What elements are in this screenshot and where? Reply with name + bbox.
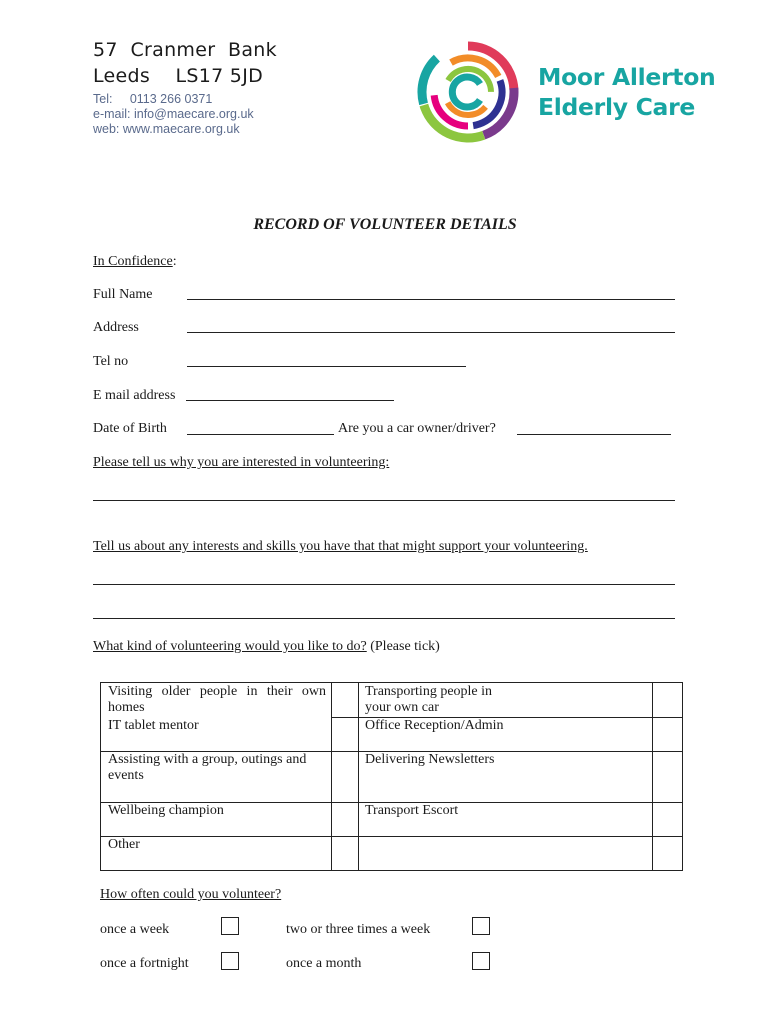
email-line: e-mail: info@maecare.org.uk <box>93 107 254 121</box>
how-often-question: How often could you volunteer? <box>100 887 282 902</box>
email-address-label: E mail address <box>93 388 176 403</box>
email-address-field[interactable] <box>186 400 394 401</box>
address-field[interactable] <box>187 332 675 333</box>
full-name-field[interactable] <box>187 299 675 300</box>
tick-box-other[interactable] <box>332 837 358 870</box>
tick-box-visiting[interactable] <box>332 683 358 751</box>
tick-box-assisting[interactable] <box>332 752 358 802</box>
date-of-birth-field[interactable] <box>187 434 334 435</box>
option-escort-label: Transport Escort <box>365 803 459 818</box>
in-confidence-colon: : <box>172 254 177 269</box>
option-newsletters-label: Delivering Newsletters <box>365 752 495 767</box>
contact-details <box>93 92 254 137</box>
other-details-field[interactable] <box>359 837 651 870</box>
web-line: web: www.maecare.org.uk <box>93 122 240 136</box>
maec-logo-icon <box>416 40 520 144</box>
kind-question-hint: (Please tick) <box>370 639 440 654</box>
once-a-week-label: once a week <box>100 922 170 937</box>
brand-line-1: Moor Allerton <box>538 63 716 91</box>
address-line-1: 57 Cranmer Bank <box>93 39 277 61</box>
why-volunteer-question: Please tell us why you are interested in volunteering: <box>93 455 390 470</box>
interests-skills-field-1[interactable] <box>93 584 675 585</box>
in-confidence-text: In Confidence <box>93 254 173 269</box>
address-line-2: Leeds LS17 5JD <box>93 65 264 87</box>
kind-of-volunteering-question <box>93 639 440 655</box>
once-a-fortnight-checkbox[interactable] <box>221 952 239 970</box>
once-a-fortnight-label: once a fortnight <box>100 956 189 971</box>
in-confidence-label <box>93 254 177 270</box>
interests-skills-question: Tell us about any interests and skills you have that that might support your volunteering. <box>93 539 588 554</box>
option-wellbeing-label: Wellbeing champion <box>108 803 224 818</box>
once-a-month-checkbox[interactable] <box>472 952 490 970</box>
date-of-birth-label: Date of Birth <box>93 421 167 436</box>
interests-skills-field-2[interactable] <box>93 618 675 619</box>
option-assisting-label: Assisting with a group, outings and events <box>108 752 307 783</box>
car-owner-field[interactable] <box>517 434 671 435</box>
two-three-times-label: two or three times a week <box>286 922 431 937</box>
option-office-label: Office Reception/Admin <box>365 718 504 733</box>
tick-box-wellbeing[interactable] <box>332 803 358 836</box>
volunteering-options-table <box>100 682 683 871</box>
address-label: Address <box>93 320 139 335</box>
once-a-week-checkbox[interactable] <box>221 917 239 935</box>
kind-question-text: What kind of volunteering would you like to do? <box>93 639 367 654</box>
tick-box-escort[interactable] <box>653 803 682 836</box>
brand-line-2: Elderly Care <box>538 93 696 121</box>
tel-no-field[interactable] <box>187 366 466 367</box>
telephone-line <box>93 92 254 107</box>
organisation-address <box>93 37 277 89</box>
option-other-label: Other <box>108 837 140 852</box>
tel-value: 0113 266 0371 <box>129 92 213 106</box>
form-title: RECORD OF VOLUNTEER DETAILS <box>253 216 517 233</box>
tel-label: Tel: <box>93 92 113 106</box>
once-a-month-label: once a month <box>286 956 362 971</box>
option-transporting-label: Transporting people in your own car <box>365 684 493 715</box>
tel-no-label: Tel no <box>93 354 129 369</box>
option-visiting-label: Visiting older people in their own homes <box>108 684 326 715</box>
tick-box-newsletters[interactable] <box>653 752 682 802</box>
two-three-times-checkbox[interactable] <box>472 917 490 935</box>
car-owner-label: Are you a car owner/driver? <box>338 421 496 436</box>
brand-name <box>538 62 715 122</box>
full-name-label: Full Name <box>93 287 153 302</box>
why-volunteer-field[interactable] <box>93 500 675 501</box>
tick-box-transporting[interactable] <box>653 683 682 751</box>
option-it-tablet-label: IT tablet mentor <box>108 718 199 733</box>
